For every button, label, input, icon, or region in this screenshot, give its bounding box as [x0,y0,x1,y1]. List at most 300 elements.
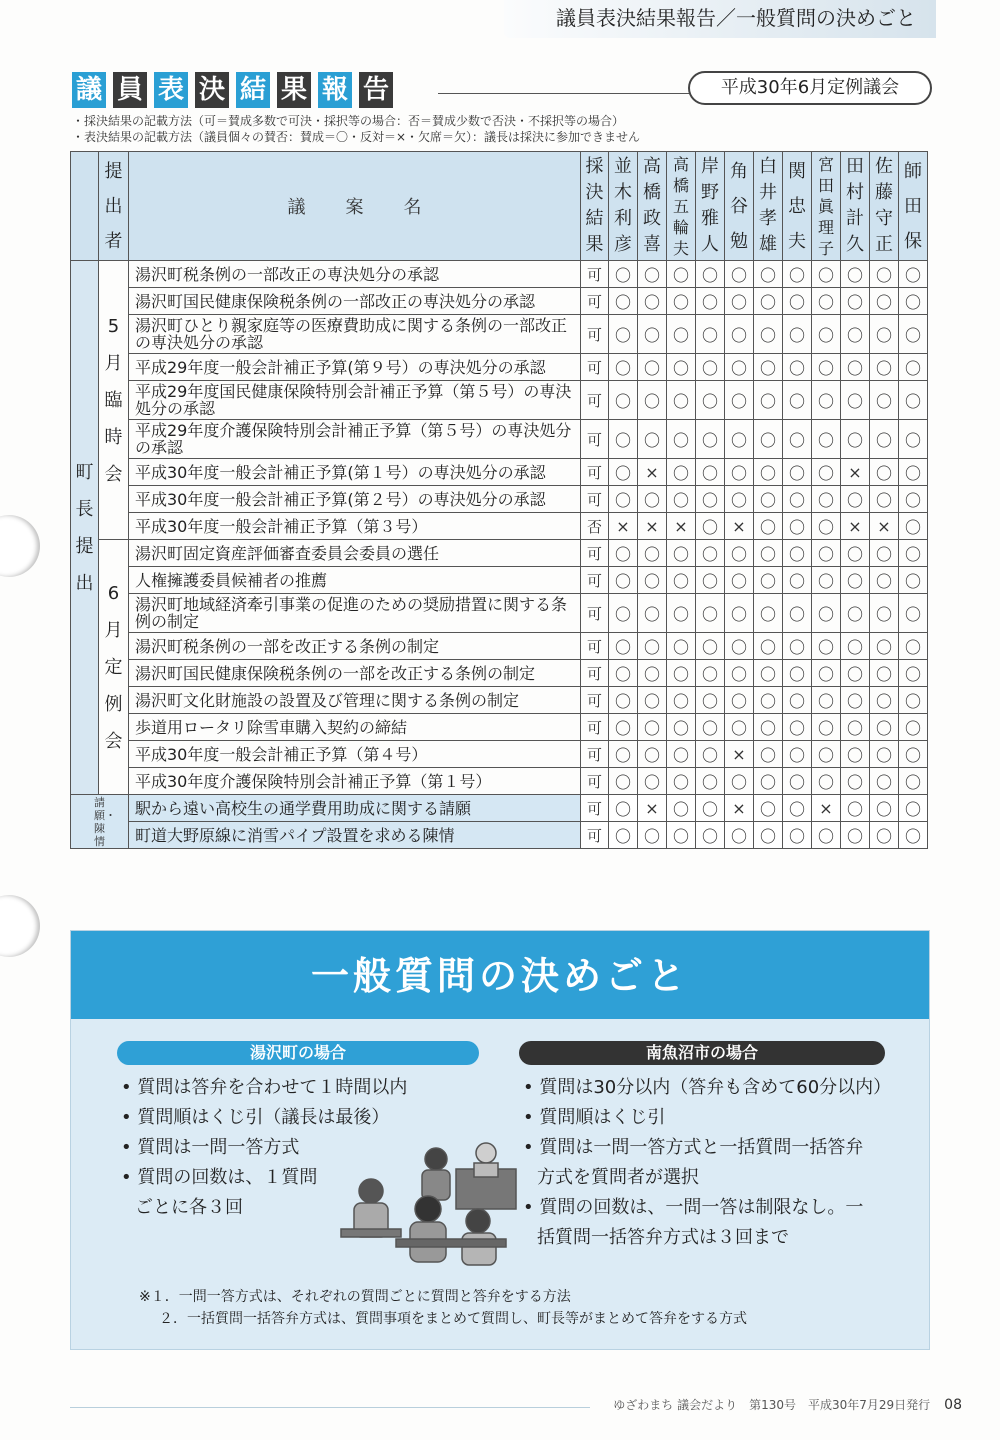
vote-cell: 〇 [783,420,812,459]
vote-cell: 〇 [667,660,696,687]
vote-cell: 〇 [783,381,812,420]
header-bill: 議案名 [129,152,581,261]
vote-cell: 〇 [812,540,841,567]
vote-cell: 〇 [725,288,754,315]
vote-cell: 〇 [725,540,754,567]
meeting-illustration [336,1139,526,1269]
vote-cell: 〇 [841,795,870,822]
result-cell: 可 [581,594,609,633]
vote-cell: 〇 [783,795,812,822]
vote-cell: 〇 [609,261,638,288]
vote-cell: 〇 [812,420,841,459]
rules-box [70,930,930,1350]
vote-cell: 〇 [754,660,783,687]
vote-cell: 〇 [870,714,899,741]
bill-name: 湯沢町税条例の一部改正の専決処分の承認 [129,261,581,288]
vote-cell: 〇 [609,486,638,513]
vote-cell: 〇 [841,741,870,768]
vote-cell: 〇 [754,567,783,594]
vote-cell: 〇 [754,714,783,741]
footer-rule [70,1407,590,1408]
table-row [71,513,928,540]
table-row [71,315,928,354]
vote-cell: 〇 [609,420,638,459]
vote-cell: 〇 [667,687,696,714]
vote-cell: 〇 [870,315,899,354]
vote-cell: 〇 [783,687,812,714]
vote-cell: 〇 [696,714,725,741]
vote-cell: 〇 [667,768,696,795]
rule-item: • 質問の回数は、一問一答は制限なし。一括質問一括答弁方式は３回まで [523,1197,864,1248]
title-char: 決 [195,72,229,108]
table-row [71,567,928,594]
bill-name: 町道大野原線に消雪パイプ設置を求める陳情 [129,822,581,849]
vote-cell: 〇 [725,567,754,594]
bill-name: 人権擁護委員候補者の推薦 [129,567,581,594]
vote-cell: 〇 [783,714,812,741]
footnote: ２．一括質問一括答弁方式は、質問事項をまとめて質問し、町長等がまとめて答弁をする方式 [159,1311,747,1327]
vote-cell: 〇 [870,795,899,822]
title-char: 表 [154,72,188,108]
vote-cell: 〇 [783,540,812,567]
vote-cell: 〇 [725,633,754,660]
vote-cell: 〇 [899,540,928,567]
vote-cell: 〇 [638,822,667,849]
vote-cell: 〇 [725,822,754,849]
vote-cell: 〇 [754,687,783,714]
vote-cell: 〇 [696,633,725,660]
vote-cell: 〇 [812,633,841,660]
vote-cell: 〇 [870,594,899,633]
bill-name: 平成30年度一般会計補正予算(第１号）の専決処分の承認 [129,459,581,486]
vote-cell: 〇 [667,795,696,822]
bill-name: 湯沢町地域経済牽引事業の促進のための奨励措置に関する条例の制定 [129,594,581,633]
bill-name: 平成30年度一般会計補正予算(第２号）の専決処分の承認 [129,486,581,513]
rule-item: • 質問は30分以内（答弁も含めて60分以内） [523,1077,892,1098]
vote-cell: 〇 [667,381,696,420]
vote-cell: 〇 [841,540,870,567]
vote-cell: 〇 [899,795,928,822]
vote-cell: 〇 [754,381,783,420]
vote-cell: 〇 [783,288,812,315]
vote-cell: 〇 [841,315,870,354]
vote-cell: 〇 [638,261,667,288]
header-blank [71,152,99,261]
result-cell: 可 [581,288,609,315]
table-row [71,594,928,633]
notes [72,113,640,145]
header-member: 宮田眞理子 [812,152,841,261]
vote-cell: 〇 [754,261,783,288]
vote-cell: × [638,795,667,822]
vote-cell: 〇 [899,459,928,486]
page-number: 08 [944,1397,962,1413]
bill-name: 湯沢町文化財施設の設置及び管理に関する条例の制定 [129,687,581,714]
bill-name: 駅から遠い高校生の通学費用助成に関する請願 [129,795,581,822]
bill-name: 湯沢町国民健康保険税条例の一部改正の専決処分の承認 [129,288,581,315]
table-row [71,420,928,459]
rule-item: • 質問は一問一答方式と一括質問一括答弁方式を質問者が選択 [523,1137,864,1188]
vote-cell: 〇 [870,567,899,594]
vote-cell: 〇 [870,381,899,420]
vote-cell: 〇 [899,513,928,540]
vote-cell: 〇 [783,354,812,381]
vote-cell: 〇 [841,261,870,288]
vote-cell: 〇 [667,822,696,849]
vote-cell: 〇 [667,486,696,513]
vote-cell: 〇 [870,540,899,567]
vote-cell: 〇 [754,459,783,486]
rule-item: • 質問順はくじ引（議長は最後） [121,1107,390,1128]
vote-cell: 〇 [638,288,667,315]
vote-cell: 〇 [609,714,638,741]
vote-cell: 〇 [667,354,696,381]
page-footer [613,1396,962,1413]
vote-cell: 〇 [870,459,899,486]
vote-cell: 〇 [609,354,638,381]
vote-cell: 〇 [812,687,841,714]
vote-cell: × [725,741,754,768]
vote-cell: 〇 [609,633,638,660]
vote-cell: 〇 [783,513,812,540]
vote-cell: 〇 [899,420,928,459]
note-line: ・表決結果の記載方法（議員個々の賛否：賛成＝〇・反対＝×・欠席＝欠）：議長は採決に参加できません [72,130,641,144]
vote-cell: 〇 [667,567,696,594]
minamiuonuma-label: 南魚沼市の場合 [519,1041,885,1065]
vote-cell: 〇 [870,633,899,660]
result-cell: 否 [581,513,609,540]
vote-cell: 〇 [667,459,696,486]
vote-cell: 〇 [667,540,696,567]
result-cell: 可 [581,768,609,795]
vote-cell: 〇 [667,594,696,633]
session-badge: 平成30年6月定例議会 [688,71,932,105]
vote-cell: 〇 [812,261,841,288]
vote-cell: 〇 [696,567,725,594]
vote-cell: 〇 [754,513,783,540]
vote-cell: 〇 [841,633,870,660]
vote-cell: 〇 [899,354,928,381]
vote-cell: × [870,513,899,540]
vote-cell: 〇 [638,594,667,633]
title-char: 果 [277,72,311,108]
vote-cell: 〇 [899,822,928,849]
vote-cell: 〇 [638,567,667,594]
result-cell: 可 [581,420,609,459]
vote-cell: 〇 [783,660,812,687]
rule-item: • 質問は一問一答方式 [121,1137,300,1158]
table-row [71,795,928,822]
vote-cell: × [609,513,638,540]
vote-cell: 〇 [638,714,667,741]
vote-cell: 〇 [609,741,638,768]
bill-name: 湯沢町ひとり親家庭等の医療費助成に関する条例の一部改正の専決処分の承認 [129,315,581,354]
vote-cell: 〇 [783,822,812,849]
table-row [71,687,928,714]
vote-cell: 〇 [696,594,725,633]
bill-name: 平成29年度介護保険特別会計補正予算（第５号）の専決処分の承認 [129,420,581,459]
vote-cell: 〇 [609,381,638,420]
vote-cell: 〇 [696,420,725,459]
vote-cell: × [841,459,870,486]
vote-cell: 〇 [870,261,899,288]
vote-cell: 〇 [667,288,696,315]
vote-cell: 〇 [609,594,638,633]
vote-cell: 〇 [870,354,899,381]
vote-cell: 〇 [667,261,696,288]
vote-cell: 〇 [841,714,870,741]
result-cell: 可 [581,795,609,822]
vote-cell: 〇 [609,768,638,795]
title-char: 員 [113,72,147,108]
vote-cell: 〇 [609,567,638,594]
title-char: 議 [72,72,106,108]
bill-name: 湯沢町税条例の一部を改正する条例の制定 [129,633,581,660]
result-cell: 可 [581,486,609,513]
vote-cell: 〇 [899,768,928,795]
vote-cell: × [812,795,841,822]
result-cell: 可 [581,633,609,660]
vote-cell: 〇 [696,687,725,714]
table-row [71,741,928,768]
table-row [71,660,928,687]
rule-item: • 質問順はくじ引 [523,1107,666,1128]
vote-cell: 〇 [899,687,928,714]
vote-cell: 〇 [899,315,928,354]
table-row [71,459,928,486]
vote-cell: 〇 [667,420,696,459]
bill-name: 平成30年度一般会計補正予算（第３号） [129,513,581,540]
vote-cell: 〇 [609,795,638,822]
vote-cell: 〇 [899,288,928,315]
bill-name: 湯沢町固定資産評価審査委員会委員の選任 [129,540,581,567]
vote-cell: 〇 [812,354,841,381]
vote-cell: 〇 [667,714,696,741]
rule-item: • 質問は答弁を合わせて１時間以内 [121,1077,408,1098]
vote-cell: 〇 [696,315,725,354]
table-row [71,288,928,315]
vote-cell: 〇 [899,714,928,741]
vote-cell: 〇 [725,486,754,513]
title-char: 報 [318,72,352,108]
vote-cell: 〇 [812,288,841,315]
result-cell: 可 [581,822,609,849]
vote-cell: 〇 [696,486,725,513]
vote-cell: 〇 [754,315,783,354]
vote-cell: 〇 [638,540,667,567]
vote-cell: 〇 [696,741,725,768]
header-member: 角谷勉 [725,152,754,261]
vote-cell: 〇 [783,594,812,633]
vote-cell: 〇 [609,288,638,315]
result-cell: 可 [581,459,609,486]
vote-cell: 〇 [725,714,754,741]
vote-cell: 〇 [812,741,841,768]
vote-cell: 〇 [899,261,928,288]
vote-cell: 〇 [870,687,899,714]
vote-cell: 〇 [696,822,725,849]
vote-cell: 〇 [754,420,783,459]
vote-cell: × [725,795,754,822]
vote-cell: 〇 [812,714,841,741]
rules-title: 一般質問の決めごと [310,954,689,998]
vote-cell: 〇 [841,354,870,381]
table-row [71,486,928,513]
vote-cell: 〇 [725,768,754,795]
title-char: 結 [236,72,270,108]
result-cell: 可 [581,567,609,594]
vote-cell: 〇 [638,633,667,660]
page-title [72,72,400,112]
table-row [71,354,928,381]
vote-cell: 〇 [638,768,667,795]
vote-cell: 〇 [696,768,725,795]
result-cell: 可 [581,660,609,687]
vote-cell: 〇 [638,687,667,714]
binder-hole [0,515,40,577]
header-member: 高橋政喜 [638,152,667,261]
vote-cell: 〇 [638,741,667,768]
vote-cell: 〇 [725,420,754,459]
group-june-session: 6月定例会 [99,540,129,795]
vote-cell: 〇 [783,459,812,486]
binder-hole [0,895,40,957]
footer-text: ゆざわまち 議会だより 第130号 平成30年7月29日発行 [613,1398,931,1412]
vote-cell: 〇 [638,486,667,513]
result-cell: 可 [581,714,609,741]
yuzawa-label: 湯沢町の場合 [117,1041,479,1065]
vote-cell: 〇 [812,381,841,420]
vote-cell: 〇 [754,354,783,381]
result-cell: 可 [581,261,609,288]
bill-name: 湯沢町国民健康保険税条例の一部を改正する条例の制定 [129,660,581,687]
vote-cell: 〇 [841,486,870,513]
vote-cell: 〇 [754,288,783,315]
vote-cell: 〇 [696,660,725,687]
vote-cell: 〇 [754,540,783,567]
vote-cell: 〇 [812,513,841,540]
result-cell: 可 [581,540,609,567]
table-row [71,822,928,849]
vote-cell: 〇 [696,795,725,822]
vote-cell: 〇 [754,633,783,660]
vote-cell: 〇 [899,741,928,768]
header-member: 高橋五輪夫 [667,152,696,261]
group-may-session: 5月臨時会 [99,261,129,540]
vote-cell: × [725,513,754,540]
header-member: 白井孝雄 [754,152,783,261]
rule-item: • 質問の回数は、１質問ごとに各３回 [121,1167,318,1218]
vote-cell: 〇 [812,567,841,594]
vote-cell: 〇 [812,768,841,795]
header-member: 岸野雅人 [696,152,725,261]
vote-cell: 〇 [812,486,841,513]
header-member: 師田保 [899,152,928,261]
result-cell: 可 [581,315,609,354]
vote-cell: 〇 [783,315,812,354]
vote-cell: 〇 [783,768,812,795]
vote-cell: 〇 [609,687,638,714]
vote-cell: 〇 [609,540,638,567]
vote-cell: 〇 [899,594,928,633]
vote-cell: 〇 [841,288,870,315]
header-member: 並木利彦 [609,152,638,261]
vote-cell: 〇 [783,486,812,513]
title-rule [438,93,690,94]
vote-cell: 〇 [870,486,899,513]
vote-cell: 〇 [870,420,899,459]
vote-cell: 〇 [667,741,696,768]
bill-name: 平成29年度一般会計補正予算(第９号）の専決処分の承認 [129,354,581,381]
bill-name: 平成29年度国民健康保険特別会計補正予算（第５号）の専決処分の承認 [129,381,581,420]
vote-cell: 〇 [725,594,754,633]
header-member: 関忠夫 [783,152,812,261]
vote-cell: 〇 [725,687,754,714]
vote-cell: × [667,513,696,540]
vote-cell: 〇 [725,381,754,420]
vote-cell: 〇 [725,459,754,486]
vote-cell: 〇 [638,660,667,687]
header-proposer: 提出者 [99,152,129,261]
header-member: 田村計久 [841,152,870,261]
vote-cell: 〇 [841,822,870,849]
note-line: ・採決結果の記載方法（可＝賛成多数で可決・採択等の場合：否＝賛成少数で否決・不採択等の場合） [72,114,625,128]
header-result: 採決結果 [581,152,609,261]
table-row [71,633,928,660]
vote-cell: 〇 [841,567,870,594]
group-mayor: 町長提出 [71,261,99,795]
vote-cell: 〇 [754,594,783,633]
vote-cell: 〇 [696,261,725,288]
vote-cell: 〇 [783,633,812,660]
table-row [71,540,928,567]
vote-cell: × [638,459,667,486]
vote-cell: 〇 [696,288,725,315]
vote-cell: 〇 [812,822,841,849]
vote-cell: 〇 [754,768,783,795]
vote-cell: 〇 [899,486,928,513]
table-row [71,768,928,795]
vote-cell: 〇 [899,633,928,660]
vote-cell: 〇 [899,660,928,687]
vote-cell: 〇 [696,540,725,567]
vote-cell: 〇 [754,795,783,822]
vote-cell: 〇 [667,315,696,354]
vote-cell: 〇 [841,420,870,459]
vote-cell: 〇 [696,513,725,540]
vote-cell: 〇 [638,381,667,420]
vote-cell: 〇 [696,381,725,420]
header-member: 佐藤守正 [870,152,899,261]
vote-cell: 〇 [754,741,783,768]
vote-table [70,151,928,849]
vote-cell: × [841,513,870,540]
vote-cell: 〇 [638,354,667,381]
bill-name: 平成30年度一般会計補正予算（第４号） [129,741,581,768]
vote-cell: 〇 [638,315,667,354]
result-cell: 可 [581,687,609,714]
vote-cell: 〇 [870,288,899,315]
footnotes [139,1286,747,1330]
bill-name: 平成30年度介護保険特別会計補正予算（第１号） [129,768,581,795]
vote-cell: 〇 [841,660,870,687]
vote-cell: 〇 [754,486,783,513]
result-cell: 可 [581,381,609,420]
vote-cell: 〇 [783,261,812,288]
vote-cell: 〇 [725,660,754,687]
vote-cell: 〇 [899,567,928,594]
vote-cell: 〇 [841,687,870,714]
